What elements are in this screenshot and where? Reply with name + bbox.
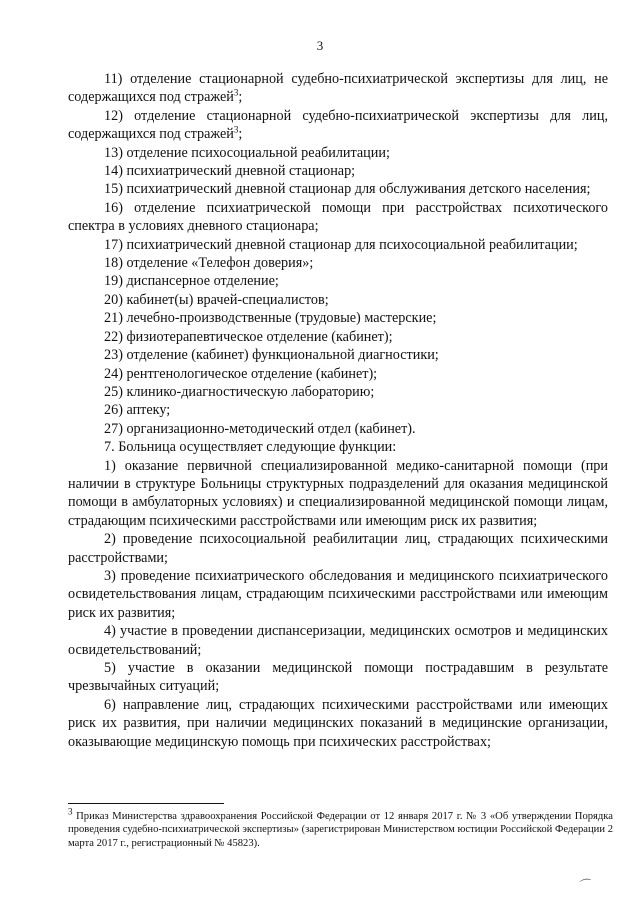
paragraph-text: 26) аптеку; bbox=[104, 402, 171, 419]
paragraph-text: 23) отделение (кабинет) функциональной диагностики; bbox=[104, 347, 439, 364]
paragraph bbox=[68, 272, 608, 290]
paragraph-text: 16) отделение психиатрической помощи при расстройствах психотического спектра в условиях дневного стационара; bbox=[68, 199, 608, 235]
paragraph-text: 2) проведение психосоциальной реабилитации лиц, страдающих психическими расстройствами; bbox=[68, 531, 608, 566]
paragraph-text: 27) организационно-методический отдел (кабинет). bbox=[104, 420, 416, 437]
paragraph-text: 21) лечебно-производственные (трудовые) мастерские; bbox=[104, 310, 437, 327]
paragraph-text: 3) проведение психиатрического обследования и медицинского психиатрического освидетельствования лицам, страдающим психическими расстройствами или имеющим риск их развития; bbox=[68, 567, 608, 621]
paragraph bbox=[68, 622, 608, 659]
paragraph bbox=[68, 659, 608, 696]
paragraph bbox=[68, 254, 608, 272]
footnote-reference: 3 bbox=[233, 124, 239, 135]
paragraph bbox=[68, 696, 608, 751]
paragraph bbox=[68, 457, 608, 531]
paragraph bbox=[68, 383, 608, 401]
paragraph bbox=[68, 144, 608, 162]
footnote-marker: 3 bbox=[68, 806, 73, 817]
paragraph bbox=[68, 70, 608, 107]
paragraph bbox=[68, 530, 608, 567]
paragraph bbox=[68, 420, 608, 438]
document-body bbox=[68, 70, 608, 751]
paragraph bbox=[68, 438, 608, 456]
paragraph bbox=[68, 236, 608, 254]
footnote-reference: 3 bbox=[233, 87, 239, 98]
paragraph-text: 11) отделение стационарной судебно-психиатрической экспертизы для лиц, не содержащихся под стражей bbox=[68, 71, 608, 106]
paragraph-text: 13) отделение психосоциальной реабилитации; bbox=[104, 144, 390, 161]
paragraph-text: 6) направление лиц, страдающих психическими расстройствами или имеющих риск их развития, при наличии медицинских показаний в медицинские организации, оказывающие медицинскую помощь при психических расстройствах; bbox=[68, 696, 608, 750]
paragraph-text: 17) психиатрический дневной стационар для психосоциальной реабилитации; bbox=[104, 236, 578, 253]
paragraph-text: 1) оказание первичной специализированной медико-санитарной помощи (при наличии в структуре Больницы структурных подразделений для оказания медицинской помощи в амбулаторных условиях) и специализированной медицинской помощи лицам, страдающим психическими расстройствами или имеющим риск их развития; bbox=[68, 457, 608, 529]
paragraph bbox=[68, 180, 608, 198]
paragraph-text: 18) отделение «Телефон доверия»; bbox=[104, 255, 314, 272]
footnote-text: Приказ Министерства здравоохранения Российской Федерации от 12 января 2017 г. № 3 «Об утверждении Порядка проведения судебно-психиатрической экспертизы» (зарегистрирован Министерством юстиции Российской Федерации 2 марта 2017 г., регистрационный № 45823). bbox=[68, 811, 613, 849]
paragraph bbox=[68, 328, 608, 346]
paragraph-text: 25) клинико-диагностическую лабораторию; bbox=[104, 383, 375, 400]
paragraph-text: 24) рентгенологическое отделение (кабинет); bbox=[104, 365, 378, 382]
paragraph-text: 4) участие в проведении диспансеризации, медицинских осмотров и медицинских освидетельствований; bbox=[68, 623, 608, 658]
paragraph bbox=[68, 567, 608, 622]
paragraph-text: 20) кабинет(ы) врачей-специалистов; bbox=[104, 291, 329, 308]
paragraph bbox=[68, 291, 608, 309]
paragraph-tail: ; bbox=[238, 126, 243, 143]
paragraph bbox=[68, 162, 608, 180]
paragraph-text: 14) психиатрический дневной стационар; bbox=[104, 163, 356, 180]
paragraph-text: 22) физиотерапевтическое отделение (кабинет); bbox=[104, 328, 393, 345]
paragraph-text: 5) участие в оказании медицинской помощи пострадавшим в результате чрезвычайных ситуаций; bbox=[68, 660, 608, 695]
paragraph bbox=[68, 107, 608, 144]
paragraph-text: 7. Больница осуществляет следующие функции: bbox=[104, 439, 397, 456]
footnote-divider bbox=[68, 803, 224, 804]
page-number: 3 bbox=[316, 38, 324, 53]
paragraph-text: 19) диспансерное отделение; bbox=[104, 273, 279, 290]
paragraph-tail: ; bbox=[238, 89, 243, 106]
scan-artifact-mark: ⌒ bbox=[578, 877, 594, 893]
paragraph bbox=[68, 199, 608, 236]
paragraph bbox=[68, 401, 608, 419]
paragraph-text: 12) отделение стационарной судебно-психиатрической экспертизы для лиц, содержащихся под стражей bbox=[68, 107, 608, 143]
footnote bbox=[68, 806, 613, 850]
paragraph-text: 15) психиатрический дневной стационар для обслуживания детского населения; bbox=[104, 181, 591, 198]
paragraph bbox=[68, 365, 608, 383]
paragraph bbox=[68, 309, 608, 327]
paragraph bbox=[68, 346, 608, 364]
